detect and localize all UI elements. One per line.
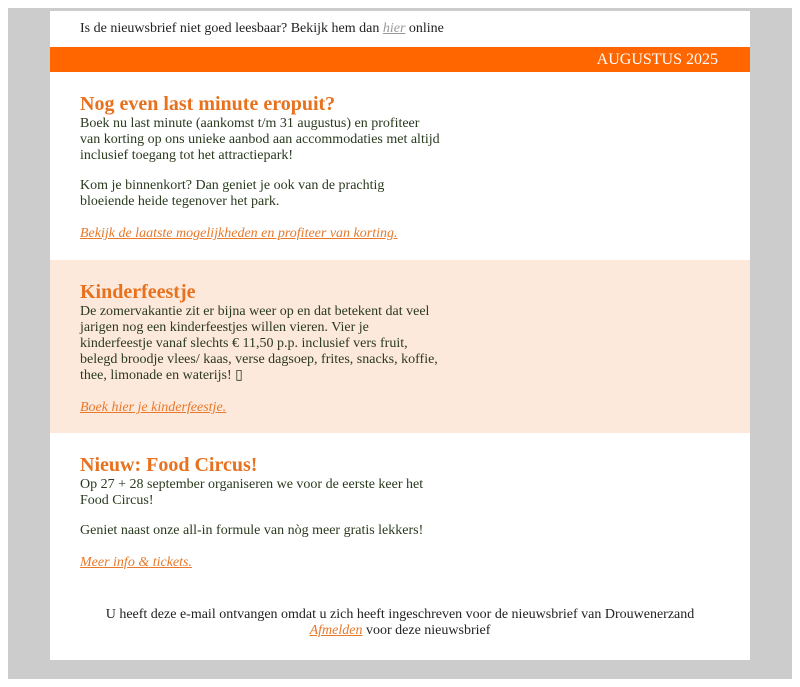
section-paragraph: De zomervakantie zit er bijna weer op en dat betekent dat veel jarigen nog een kinderfeestjes willen vieren. Vier je kinderfeestje vanaf slechts € 11,50 p.p. inclusief vers fruit, belegd broodje vlees/ kaas, verse dagsoep, frites, snacks, koffie, thee, limonade en waterijs! ▯ xyxy=(80,304,438,383)
footer xyxy=(50,583,750,639)
section-title: Kinderfeestje xyxy=(80,281,196,303)
section-paragraph: Kom je binnenkort? Dan geniet je ook van de prachtig bloeiende heide tegenover het park. xyxy=(80,178,385,209)
preheader-text: Is de nieuwsbrief niet goed leesbaar? Bekijk hem dan xyxy=(80,21,380,36)
section-paragraph: Op 27 + 28 september organiseren we voor de eerste keer het Food Circus! xyxy=(80,477,424,508)
unsubscribe-link[interactable]: Afmelden xyxy=(309,623,363,638)
section-paragraph: Boek nu last minute (aankomst t/m 31 augustus) en profiteer van korting op ons unieke aanbod aan accommodaties met altijd inclusief toegang tot het attractiepark! xyxy=(80,116,440,163)
section-kinderfeestje xyxy=(50,260,750,433)
section-title: Nog even last minute eropuit? xyxy=(80,93,336,115)
footer-subscription-note: U heeft deze e-mail ontvangen omdat u zich heeft ingeschreven voor de nieuwsbrief van Drouwenerzand xyxy=(105,607,695,622)
preheader xyxy=(50,11,750,47)
kinderfeestje-link[interactable]: Boek hier je kinderfeestje. xyxy=(80,400,227,415)
preheader-text-after: online xyxy=(408,21,444,36)
footer-unsubscribe-text: voor deze nieuwsbrief xyxy=(365,623,491,638)
email-background xyxy=(8,8,792,679)
newsletter-container xyxy=(50,11,750,660)
view-online-link[interactable]: hier xyxy=(382,21,406,36)
month-banner xyxy=(50,47,750,72)
section-food-circus xyxy=(50,433,750,583)
section-paragraph: Geniet naast onze all-in formule van nòg meer gratis lekkers! xyxy=(80,523,424,538)
section-title: Nieuw: Food Circus! xyxy=(80,454,258,476)
footer-unsubscribe-line xyxy=(50,623,750,639)
food-circus-link[interactable]: Meer info & tickets. xyxy=(80,555,192,570)
banner-date: AUGUSTUS 2025 xyxy=(596,51,718,68)
section-last-minute xyxy=(50,72,750,260)
last-minute-link[interactable]: Bekijk de laatste mogelijkheden en profiteer van korting. xyxy=(80,226,398,241)
